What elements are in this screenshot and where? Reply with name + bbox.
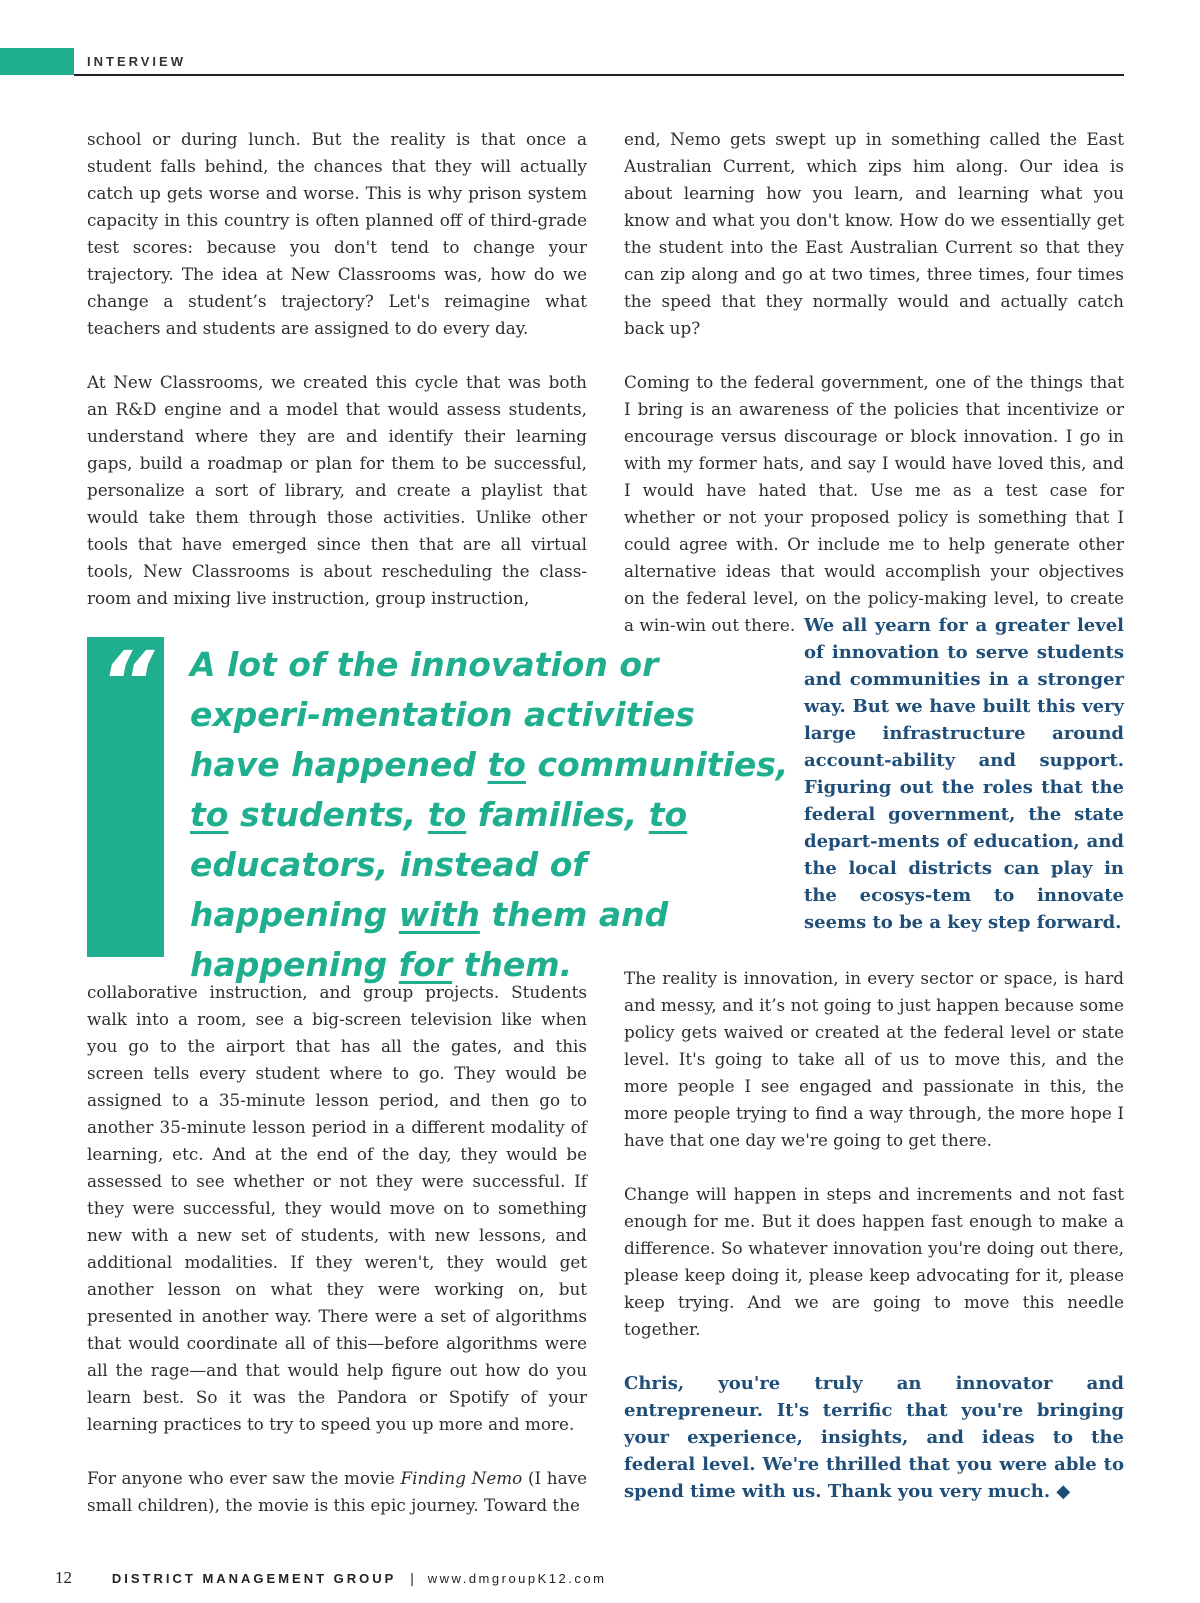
pull-quote-text: them. [452, 945, 573, 984]
interviewer-question: We all yearn for a greater level of innovation to serve students and communities in a stronger way. But we have built this very large infrastructure around account-ability and support. Figuring out the roles that the federal government, the state depart-ments of education, and the local districts can play in the ecosys-tem to innovate seems to be a key step forward. [804, 615, 1124, 933]
pull-quote-text: families, [466, 795, 649, 834]
body-paragraph [87, 1465, 587, 1519]
pull-quote [190, 640, 790, 990]
body-paragraph: end, Nemo gets swept up in something called the East Australian Current, which zips him along. Our idea is about learning how you learn, and learning what you know and what you don't know. How do we essentially get the student into the East Australian Current so that they can zip along and go at two times, three times, four times the speed that they normally would and actually catch back up? [624, 129, 1124, 338]
header-rule [74, 74, 1124, 76]
right-column-bottom [624, 965, 1124, 1532]
footer-organization: DISTRICT MANAGEMENT GROUP [111, 1571, 397, 1586]
right-column-top [624, 126, 1124, 639]
body-paragraph: school or during lunch. But the reality is that once a student falls behind, the chances that they will actually catch up gets worse and worse. This is why prison system capacity in this country is often planned off of third-grade test scores: because you don't tend to change your trajectory. The idea at New Classrooms was, how do we change a student’s trajectory? Let's reimagine what teachers and students are assigned to do every day. [87, 129, 587, 338]
pull-quote-emphasis: for [398, 945, 453, 984]
section-label: INTERVIEW [87, 54, 186, 69]
header-accent-bar [0, 48, 74, 75]
body-text: (I have small children), the movie is this epic journey. Toward the [87, 1468, 587, 1515]
body-paragraph: Coming to the federal government, one of the things that I bring is an awareness of the policies that incentivize or encourage versus discourage or block innovation. I go in with my former hats, and say I would have loved this, and I would have hated that. Use me as a test case for whether or not your proposed policy is something that I could agree with. Or include me to help generate other alternative ideas that would accomplish your objectives on the federal level, on the policy-making level, to create a win-win out there. [624, 372, 1124, 635]
left-column-bottom [87, 979, 587, 1519]
body-text: For anyone who ever saw the movie [87, 1468, 401, 1488]
pull-quote-emphasis: to [648, 795, 688, 834]
pull-quote-text: them and happening [190, 895, 669, 984]
page-footer [55, 1568, 606, 1588]
quote-mark-icon: “ [100, 633, 155, 731]
left-column-top [87, 126, 587, 612]
pull-quote-text: educators, instead of happening [190, 845, 587, 934]
body-paragraph: At New Classrooms, we created this cycle that was both an R&D engine and a model that would assess students, understand where they are and identify their learning gaps, build a roadmap or plan for them to be successful, personalize a sort of library, and create a playlist that would take them through those activities. Unlike other tools that have emerged since then that are all virtual tools, New Classrooms is about rescheduling the class-room and mixing live instruction, group instruction, [87, 372, 587, 608]
footer-url: www.dmgroupK12.com [427, 1571, 607, 1586]
interviewer-closing: Chris, you're truly an innovator and entrepreneur. It's terrific that you're bringing your experience, insights, and ideas to the federal level. We're thrilled that you were able to spend time with us. Thank you very much. ◆ [624, 1373, 1124, 1502]
pull-quote-emphasis: to [427, 795, 467, 834]
body-paragraph: Change will happen in steps and increments and not fast enough for me. But it does happen fast enough to make a difference. So whatever innovation you're doing out there, please keep doing it, please keep advocating for it, please keep trying. And we are going to move this needle together. [624, 1184, 1124, 1339]
body-paragraph: The reality is innovation, in every sector or space, is hard and messy, and it’s not going to just happen because some policy gets waived or created at the federal level or state level. It's going to take all of us to move this, and the more people I see engaged and passionate in this, the more people trying to find a way through, the more hope I have that one day we're going to get there. [624, 968, 1124, 1150]
pull-quote-emphasis: to [487, 745, 526, 784]
pull-quote-text: students, [228, 795, 428, 834]
pull-quote-emphasis: to [190, 795, 229, 834]
pull-quote-text: A lot of the innovation or experi-mentation activities have happened [190, 645, 695, 784]
body-paragraph: collaborative instruction, and group projects. Students walk into a room, see a big-screen television like when you go to the airport that has all the gates, and this screen tells every student where to go. They would be assigned to a 35-minute lesson period, and then go to another 35-minute lesson period in a different modality of learning, etc. And at the end of the day, they would be assessed to see whether or not they were successful. If they were successful, they would move on to something new with a new set of students, with new lessons, and additional modalities. If they weren't, they would get another lesson on what they were working on, but presented in another way. There were a set of algorithms that would coordinate all of this—before algorithms were all the rage—and that would help figure out how do you learn best. So it was the Pandora or Spotify of your learning practices to try to speed you up more and more. [87, 982, 587, 1434]
pull-quote-text: communities, [525, 745, 789, 784]
footer-separator: | [410, 1570, 414, 1586]
movie-title: Finding Nemo [400, 1468, 523, 1488]
page-number: 12 [55, 1568, 72, 1587]
pull-quote-emphasis: with [398, 895, 480, 934]
